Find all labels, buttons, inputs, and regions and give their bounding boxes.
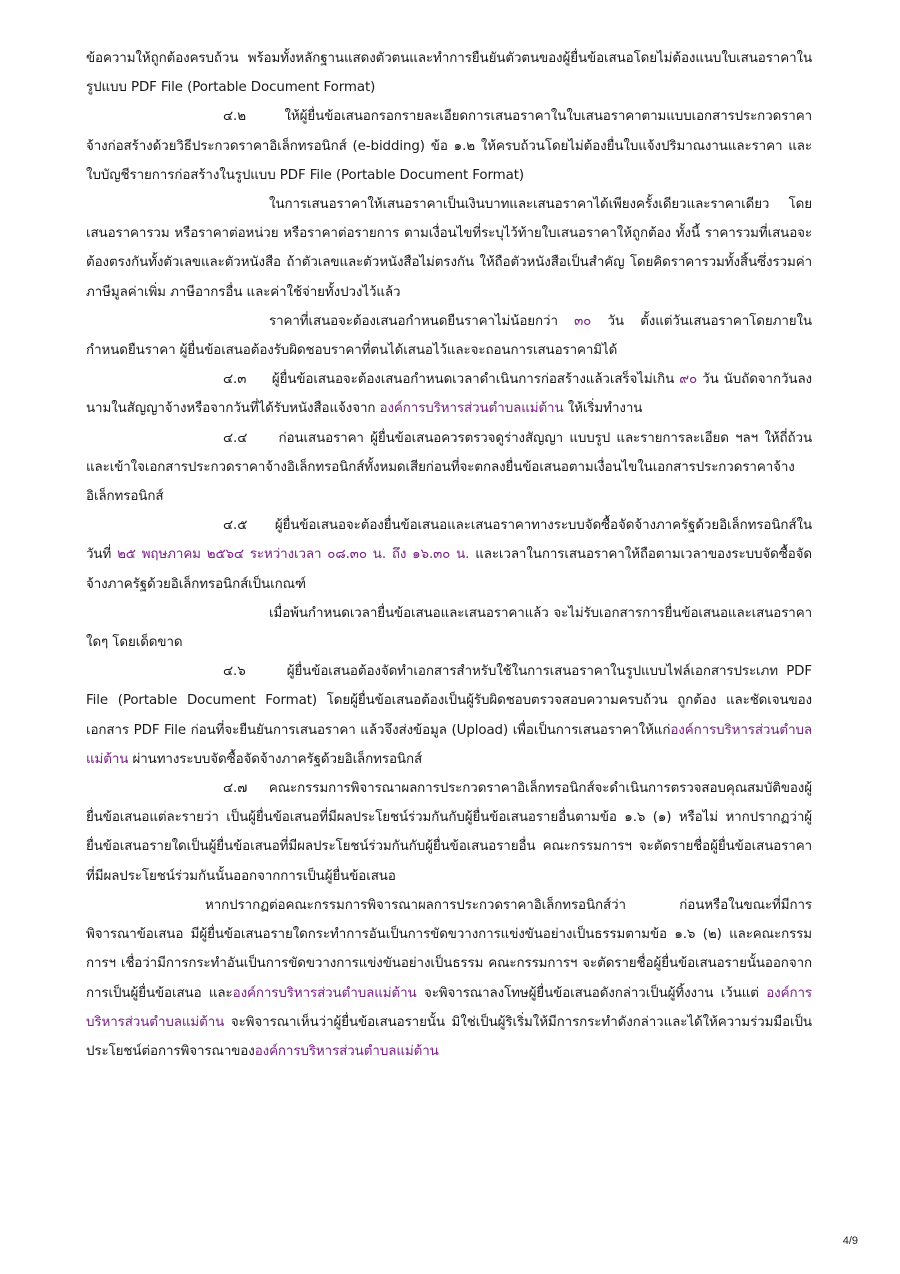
paragraph-p7 bbox=[86, 511, 812, 599]
paragraph-text: และเวลาในการเสนอราคาให้ถือตามเวลาของระบบจัดซื้อจัดจ้างภาครัฐด้วยอิเล็กทรอนิกส์เป็นเกณฑ์ bbox=[86, 547, 813, 592]
paragraph-p10 bbox=[86, 774, 812, 891]
paragraph-text: จะพิจารณาลงโทษผู้ยื่นข้อเสนอดังกล่าวเป็นผู้ทิ้งงาน เว้นแต่ bbox=[416, 985, 767, 1001]
paragraph-p9 bbox=[86, 657, 812, 774]
paragraph-text: ให้เริ่มทำงาน bbox=[563, 401, 643, 417]
document-body bbox=[86, 44, 812, 1066]
paragraph-p8 bbox=[86, 599, 812, 657]
paragraph-p2 bbox=[86, 102, 812, 190]
paragraph-text: วัน ตั้งแต่วันเสนอราคาโดยภายในกำหนดยืนราคา ผู้ยื่นข้อเสนอต้องรับผิดชอบราคาที่ตนได้เสนอไว้และจะถอนการเสนอราคามิได้ bbox=[86, 313, 812, 359]
paragraph-text: ๔.๕ ผู้ยื่นข้อเสนอจะต้องยื่นข้อเสนอและเสนอราคาทางระบบจัดซื้อจัดจ้างภาครัฐด้วยอิเล็กทรอนิกส์ในวันที่ bbox=[86, 518, 812, 563]
highlighted-text: ๒๕ พฤษภาคม ๒๕๖๔ ระหว่างเวลา ๐๘.๓๐ น. ถึง ๑๖.๓๐ น. bbox=[117, 547, 470, 563]
highlighted-text: องค์การบริหารส่วนตำบลแม่ต้าน bbox=[86, 722, 812, 767]
paragraph-p6 bbox=[86, 424, 812, 512]
highlighted-text: องค์การบริหารส่วนตำบลแม่ต้าน bbox=[232, 985, 417, 1001]
paragraph-text: หากปรากฏต่อคณะกรรมการพิจารณาผลการประกวดราคาอิเล็กทรอนิกส์ว่า ก่อนหรือในขณะที่มีการพิจารณาข้อเสนอ มีผู้ยื่นข้อเสนอรายใดกระทำการอันเป็นการขัดขวางการแข่งขันอย่างเป็นธรรมตามข้อ ๑.๖ (๒) และคณะกรรมการฯ เชื่อว่ามีการกระทำอันเป็นการขัดขวางการแข่งขันอย่างเป็นธรรม คณะกรรมการฯ จะตัดรายชื่อผู้ยื่นข้อเสนอรายนั้นออกจากการเป็นผู้ยื่นข้อเสนอ และ bbox=[86, 897, 812, 1001]
paragraph-text: ๔.๗ คณะกรรมการพิจารณาผลการประกวดราคาอิเล็กทรอนิกส์จะดำเนินการตรวจสอบคุณสมบัติของผู้ยื่นข้อเสนอแต่ละรายว่า เป็นผู้ยื่นข้อเสนอที่มีผลประโยชน์ร่วมกันกับผู้ยื่นข้อเสนอรายอื่นตามข้อ ๑.๖ (๑) หรือไม่ หากปรากฏว่าผู้ยื่นข้อเสนอรายใดเป็นผู้ยื่นข้อเสนอที่มีผลประโยชน์ร่วมกันกับผู้ยื่นข้อเสนอรายอื่น คณะกรรมการฯ จะตัดรายชื่อผู้ยื่นข้อเสนอราคาที่มีผลประโยชน์ร่วมกันนั้นออกจากการเป็นผู้ยื่นข้อเสนอ bbox=[86, 781, 812, 884]
paragraph-p1 bbox=[86, 44, 812, 102]
paragraph-text: ข้อความให้ถูกต้องครบถ้วน พร้อมทั้งหลักฐานแสดงตัวตนและทำการยืนยันตัวตนของผู้ยื่นข้อเสนอโดยไม่ต้องแนบใบเสนอราคาในรูปแบบ PDF File (Portable Document Format) bbox=[86, 51, 812, 96]
paragraph-text: จะพิจารณาเห็นว่าผู้ยื่นข้อเสนอรายนั้น มิใช่เป็นผู้ริเริ่มให้มีการกระทำดังกล่าวและได้ให้ความร่วมมือเป็นประโยชน์ต่อการพิจารณาของ bbox=[86, 1014, 812, 1059]
paragraph-p11 bbox=[86, 891, 812, 1066]
paragraph-p3 bbox=[86, 190, 812, 307]
highlighted-text: ๙๐ bbox=[679, 372, 698, 388]
highlighted-text: องค์การบริหารส่วนตำบลแม่ต้าน bbox=[86, 985, 812, 1030]
paragraph-text: ๔.๒ ให้ผู้ยื่นข้อเสนอกรอกรายละเอียดการเสนอราคาในใบเสนอราคาตามแบบเอกสารประกวดราคาจ้างก่อสร้างด้วยวิธีประกวดราคาอิเล็กทรอนิกส์ (e-bidding) ข้อ ๑.๒ ให้ครบถ้วนโดยไม่ต้องยื่นใบแจ้งปริมาณงานและราคา และใบบัญชีรายการก่อสร้างในรูปแบบ PDF File (Portable Document Format) bbox=[86, 109, 812, 183]
paragraph-text: ๔.๔ ก่อนเสนอราคา ผู้ยื่นข้อเสนอควรตรวจดูร่างสัญญา แบบรูป และรายการละเอียด ฯลฯ ให้ถี่ถ้วนและเข้าใจเอกสารประกวดราคาจ้างอิเล็กทรอนิกส์ทั้งหมดเสียก่อนที่จะตกลงยื่นข้อเสนอตามเงื่อนไขในเอกสารประกวดราคาจ้างอิเล็กทรอนิกส์ bbox=[86, 430, 812, 505]
paragraph-text: ๔.๓ ผู้ยื่นข้อเสนอจะต้องเสนอกำหนดเวลาดำเนินการก่อสร้างแล้วเสร็จไม่เกิน bbox=[223, 372, 680, 388]
highlighted-text: องค์การบริหารส่วนตำบลแม่ต้าน bbox=[254, 1043, 439, 1059]
paragraph-text: เมื่อพ้นกำหนดเวลายื่นข้อเสนอและเสนอราคาแล้ว จะไม่รับเอกสารการยื่นข้อเสนอและเสนอราคาใดๆ โดยเด็ดขาด bbox=[86, 605, 812, 651]
highlighted-text: องค์การบริหารส่วนตำบลแม่ต้าน bbox=[379, 401, 564, 417]
paragraph-text: ในการเสนอราคาให้เสนอราคาเป็นเงินบาทและเสนอราคาได้เพียงครั้งเดียวและราคาเดียว โดยเสนอราคารวม หรือราคาต่อหน่วย หรือราคาต่อรายการ ตามเงื่อนไขที่ระบุไว้ท้ายใบเสนอราคาให้ถูกต้อง ทั้งนี้ ราคารวมที่เสนอจะต้องตรงกันทั้งตัวเลขและตัวหนังสือ ถ้าตัวเลขและตัวหนังสือไม่ตรงกัน ให้ถือตัวหนังสือเป็นสำคัญ โดยคิดราคารวมทั้งสิ้นซึ่งรวมค่าภาษีมูลค่าเพิ่ม ภาษีอากรอื่น และค่าใช้จ่ายทั้งปวงไว้แล้ว bbox=[86, 197, 812, 300]
paragraph-text: ๔.๖ ผู้ยื่นข้อเสนอต้องจัดทำเอกสารสำหรับใช้ในการเสนอราคาในรูปแบบไฟล์เอกสารประเภท PDF File (Portable Document Format) โดยผู้ยื่นข้อเสนอต้องเป็นผู้รับผิดชอบตรวจสอบความครบถ้วน ถูกต้อง และชัดเจนของเอกสาร PDF File ก่อนที่จะยืนยันการเสนอราคา แล้วจึงส่งข้อมูล (Upload) เพื่อเป็นการเสนอราคาให้แก่ bbox=[86, 664, 812, 738]
paragraph-text: ผ่านทางระบบจัดซื้อจัดจ้างภาครัฐด้วยอิเล็กทรอนิกส์ bbox=[128, 751, 423, 767]
paragraph-p4 bbox=[86, 307, 812, 365]
highlighted-text: ๓๐ bbox=[574, 313, 592, 329]
paragraph-p5 bbox=[86, 365, 812, 423]
paragraph-text: ราคาที่เสนอจะต้องเสนอกำหนดยืนราคาไม่น้อยกว่า bbox=[269, 313, 575, 329]
paragraph-text: วัน นับถัดจากวันลงนามในสัญญาจ้างหรือจากวันที่ได้รับหนังสือแจ้งจาก bbox=[86, 372, 812, 417]
page-number: 4/9 bbox=[842, 1235, 858, 1247]
